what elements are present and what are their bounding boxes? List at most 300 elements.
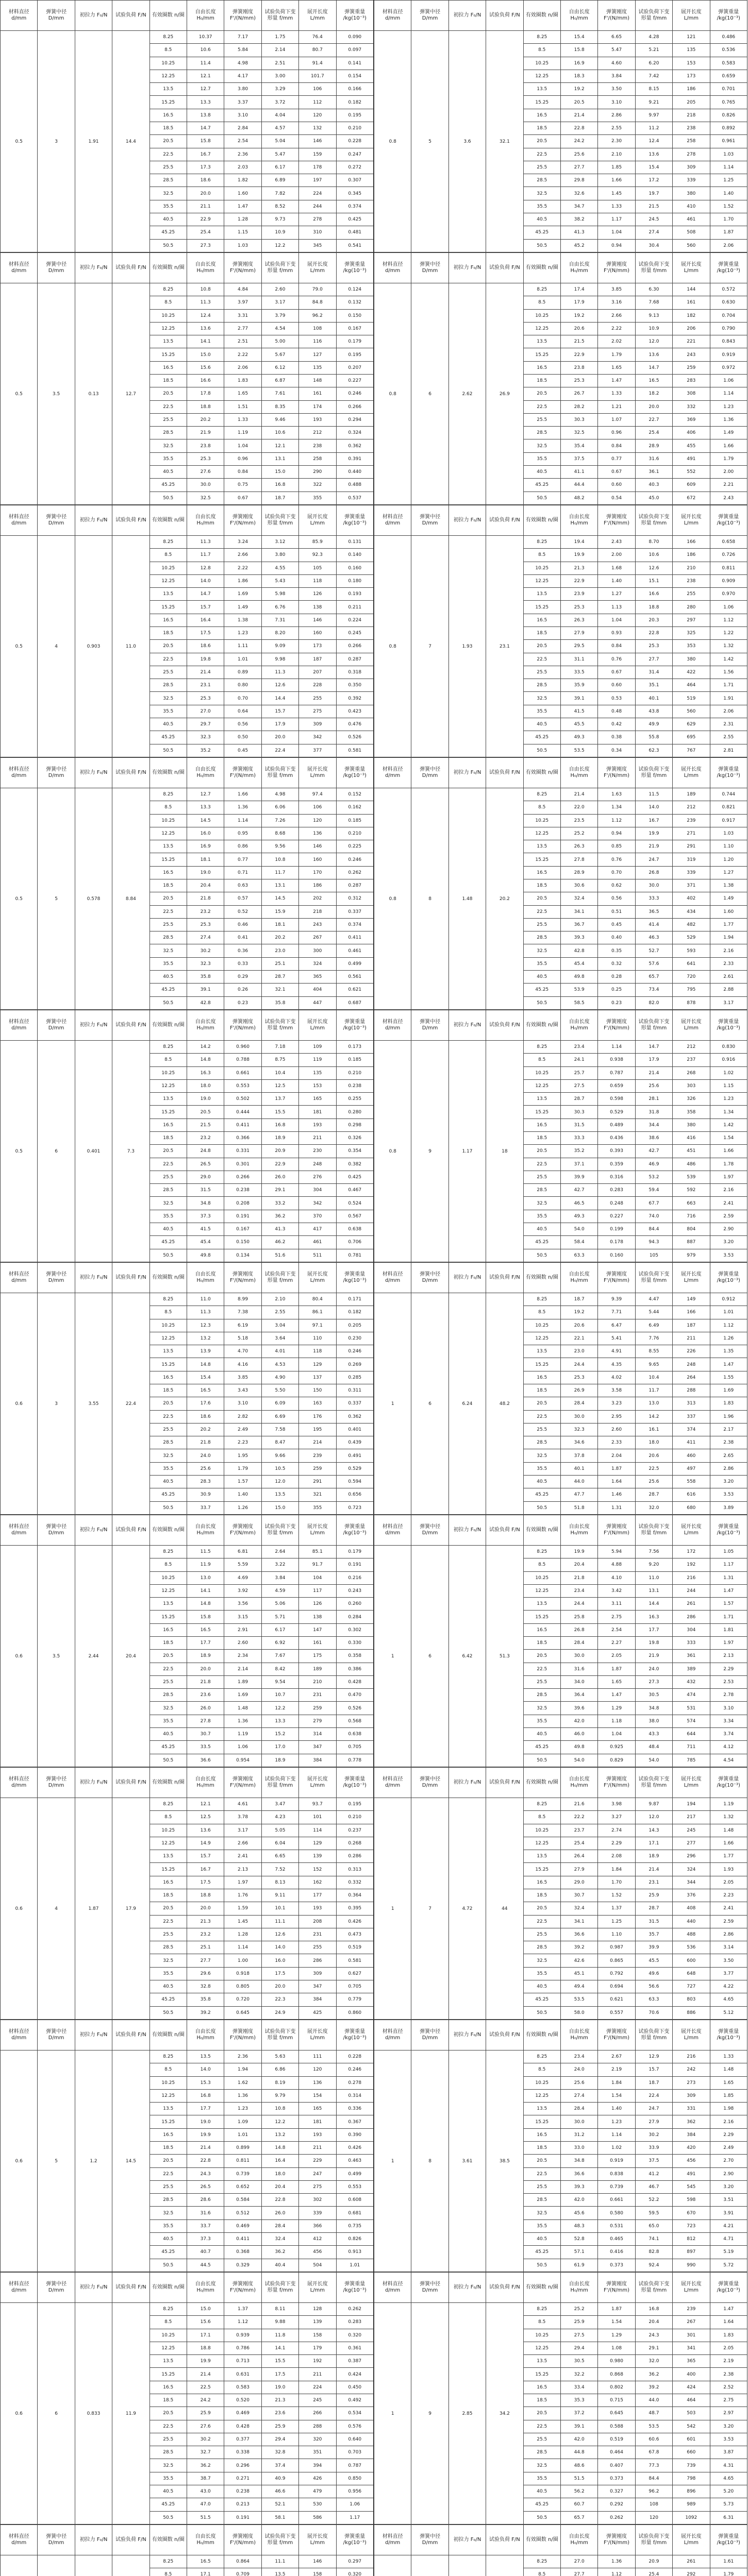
table-cell: 486 — [673, 1158, 710, 1171]
table-cell: 16.6 — [187, 374, 224, 387]
table-cell: 5.98 — [261, 588, 298, 601]
table-cell: 8.75 — [261, 1054, 298, 1066]
table-row — [374, 2555, 747, 2568]
table-cell: 0.284 — [336, 1611, 373, 1623]
table-cell: 28.5 — [149, 2194, 187, 2207]
table-cell: 21.4 — [560, 788, 597, 801]
table-cell: 30.3 — [560, 1106, 597, 1118]
table-cell: 8.5 — [523, 1811, 560, 1824]
table-cell: 26.5 — [187, 2180, 224, 2193]
table-cell: 593 — [673, 944, 710, 957]
column-header: 展开长度 L/mm — [299, 505, 336, 536]
table-cell: 1.40 — [224, 1488, 261, 1501]
table-cell: 18.5 — [523, 879, 560, 892]
table-cell: 0.70 — [224, 692, 261, 705]
table-cell: 16.7 — [187, 1863, 224, 1876]
column-header: 弹簧重量 /kg(10⁻³) — [336, 2273, 373, 2303]
param-f0: 2.44 — [75, 1546, 112, 1767]
table-cell: 355 — [299, 492, 336, 505]
table-cell: 17.5 — [261, 1967, 298, 1980]
param-d: 1 — [374, 1798, 411, 2020]
table-cell: 3.50 — [598, 83, 635, 96]
table-cell: 0.489 — [598, 1118, 635, 1131]
table-cell: 0.765 — [710, 96, 747, 109]
table-cell: 13.5 — [261, 1488, 298, 1501]
table-cell: 126 — [299, 588, 336, 601]
table-cell: 695 — [673, 731, 710, 744]
table-cell: 10.25 — [523, 1319, 560, 1332]
table-cell: 1.97 — [710, 1636, 747, 1649]
table-cell: 24.7 — [635, 2103, 672, 2115]
table-cell: 1.19 — [224, 1727, 261, 1740]
table-cell: 1.07 — [598, 413, 635, 426]
table-cell: 18.5 — [523, 1384, 560, 1397]
header-row — [1, 2273, 374, 2303]
table-cell: 45.25 — [149, 2498, 187, 2511]
spec-section — [0, 757, 748, 1010]
table-cell: 14.8 — [261, 2141, 298, 2154]
table-cell: 244 — [673, 1584, 710, 1597]
table-cell: 4.84 — [224, 283, 261, 296]
table-cell: 5.72 — [710, 2259, 747, 2272]
param-d: 1 — [374, 1546, 411, 1767]
table-cell: 18.8 — [187, 400, 224, 413]
table-cell: 16.5 — [149, 1623, 187, 1636]
column-header: 初拉力 F₀/N — [448, 1263, 486, 1293]
spec-table — [374, 2524, 747, 2576]
table-cell: 37.5 — [635, 2155, 672, 2167]
table-cell: 22.5 — [523, 2167, 560, 2180]
table-cell: 0.327 — [598, 2485, 635, 2498]
table-cell: 22.2 — [560, 1811, 597, 1824]
table-cell: 1.37 — [598, 1902, 635, 1915]
column-header: 材料直径 d/mm — [374, 253, 411, 283]
table-cell: 22.1 — [560, 1332, 597, 1345]
table-cell: 14.9 — [187, 1837, 224, 1850]
table-cell: 24.8 — [187, 1145, 224, 1158]
param-d: 0.6 — [1, 2303, 38, 2524]
table-cell: 2.78 — [710, 1689, 747, 1702]
table-cell: 165 — [299, 1093, 336, 1106]
table-cell: 1.13 — [598, 601, 635, 614]
column-header: 弹簧重量 /kg(10⁻³) — [710, 1, 747, 31]
table-cell: 32.3 — [187, 957, 224, 970]
table-cell: 82.0 — [635, 996, 672, 1010]
table-cell: 0.450 — [336, 2381, 373, 2394]
table-cell: 1.64 — [710, 2316, 747, 2329]
table-cell: 0.705 — [336, 1741, 373, 1754]
table-cell: 210 — [299, 1675, 336, 1688]
table-cell: 324 — [299, 957, 336, 970]
table-cell: 41.3 — [560, 226, 597, 239]
column-header: 有效圈数 n/圈 — [523, 2525, 560, 2555]
table-cell: 1.08 — [598, 2342, 635, 2354]
table-cell: 261 — [673, 1598, 710, 1611]
table-cell: 25.5 — [523, 1423, 560, 1436]
column-header: 弹簧重量 /kg(10⁻³) — [710, 2020, 747, 2050]
table-cell: 37.3 — [187, 1210, 224, 1223]
table-cell: 18.5 — [523, 2394, 560, 2406]
table-cell: 22.5 — [149, 400, 187, 413]
table-cell: 0.182 — [336, 1306, 373, 1319]
table-cell: 28.5 — [523, 1941, 560, 1954]
table-cell: 20.0 — [187, 1902, 224, 1915]
table-cell: 159 — [299, 148, 336, 161]
table-cell: 11.0 — [187, 1293, 224, 1306]
table-cell: 45.1 — [560, 1967, 597, 1980]
table-cell: 11.5 — [187, 1546, 224, 1558]
table-cell: 11.7 — [261, 866, 298, 879]
header-row — [374, 1768, 747, 1798]
table-cell: 24.7 — [635, 853, 672, 866]
table-cell: 27.3 — [635, 1675, 672, 1688]
table-cell: 17.7 — [187, 2103, 224, 2115]
table-cell: 0.96 — [598, 427, 635, 439]
table-cell: 0.337 — [336, 1397, 373, 1410]
table-cell: 259 — [299, 1702, 336, 1715]
table-cell: 296 — [673, 1850, 710, 1863]
table-cell: 146 — [299, 840, 336, 853]
table-cell: 38.7 — [187, 2472, 224, 2485]
header-row — [374, 253, 747, 283]
table-cell: 24.3 — [635, 2329, 672, 2342]
table-cell: 179 — [299, 2342, 336, 2354]
table-cell: 1.34 — [598, 801, 635, 814]
table-cell: 35.4 — [560, 439, 597, 452]
table-cell: 574 — [673, 1715, 710, 1727]
param-f: 44 — [486, 1798, 523, 2020]
table-cell: 1.52 — [710, 200, 747, 213]
table-cell: 20.5 — [523, 2155, 560, 2167]
table-cell: 1.03 — [710, 827, 747, 840]
table-row — [1, 536, 374, 549]
table-cell: 1.18 — [598, 1715, 635, 1727]
table-cell: 12.1 — [187, 1798, 224, 1811]
table-cell: 32.6 — [560, 187, 597, 200]
table-cell: 261 — [673, 2555, 710, 2568]
table-cell: 267 — [673, 2316, 710, 2329]
table-cell: 29.7 — [187, 718, 224, 731]
table-cell: 0.581 — [336, 1954, 373, 1967]
column-header: 弹簧重量 /kg(10⁻³) — [710, 1263, 747, 1293]
table-cell: 2.00 — [710, 465, 747, 478]
table-cell: 120 — [299, 814, 336, 827]
table-cell: 380 — [673, 1118, 710, 1131]
column-header: 自由长度 H₀/mm — [560, 2525, 597, 2555]
table-cell: 25.5 — [523, 666, 560, 679]
table-cell: 723 — [673, 2219, 710, 2232]
column-header: 展开长度 L/mm — [299, 2525, 336, 2555]
table-cell: 331 — [673, 2103, 710, 2115]
table-cell: 12.25 — [523, 322, 560, 335]
table-cell: 0.726 — [710, 549, 747, 562]
table-cell: 1.36 — [224, 2089, 261, 2102]
column-header: 试验负荷 F/N — [112, 1, 149, 31]
table-cell: 0.567 — [336, 1210, 373, 1223]
table-cell: 0.332 — [336, 1876, 373, 1889]
param-f0: 3.55 — [75, 1293, 112, 1515]
param-f0 — [75, 2555, 112, 2576]
table-cell: 7.56 — [635, 1546, 672, 1558]
column-header: 试验负荷下变形量 f/mm — [635, 1768, 672, 1798]
column-header: 展开长度 L/mm — [673, 758, 710, 788]
table-cell: 27.9 — [635, 2115, 672, 2128]
table-cell: 1.66 — [710, 1145, 747, 1158]
spec-table-right — [374, 2272, 747, 2524]
table-cell: 8.5 — [149, 44, 187, 57]
table-cell: 27.4 — [187, 931, 224, 944]
table-cell: 0.826 — [710, 109, 747, 122]
table-cell: 616 — [673, 1488, 710, 1501]
table-cell: 3.04 — [261, 1319, 298, 1332]
table-cell: 0.390 — [336, 2128, 373, 2141]
table-cell: 43.3 — [635, 1727, 672, 1740]
table-cell: 152 — [299, 1863, 336, 1876]
table-cell: 51.6 — [261, 1249, 298, 1262]
table-cell: 0.26 — [224, 984, 261, 996]
table-cell: 13.5 — [149, 2103, 187, 2115]
table-cell: 12.8 — [187, 562, 224, 574]
table-cell: 45.25 — [523, 2498, 560, 2511]
table-cell: 1.76 — [224, 1889, 261, 1902]
table-cell: 13.7 — [261, 1093, 298, 1106]
column-header: 试验负荷下变形量 f/mm — [261, 1515, 298, 1546]
table-cell: 0.67 — [598, 666, 635, 679]
table-cell: 0.210 — [336, 1066, 373, 1079]
table-cell: 0.918 — [224, 1967, 261, 1980]
table-cell: 12.0 — [261, 1475, 298, 1488]
table-cell: 25.3 — [560, 374, 597, 387]
column-header: 弹簧中径 D/mm — [38, 1263, 75, 1293]
table-cell: 1.70 — [710, 213, 747, 226]
table-cell: 84.8 — [299, 296, 336, 309]
table-cell: 0.645 — [224, 2006, 261, 2020]
table-cell: 245 — [299, 2394, 336, 2406]
table-cell: 32.5 — [523, 692, 560, 705]
table-cell: 15.0 — [187, 2303, 224, 2316]
column-header: 有效圈数 n/圈 — [523, 1010, 560, 1041]
table-cell: 38.0 — [635, 1715, 672, 1727]
table-cell: 20.4 — [635, 2316, 672, 2329]
table-cell: 23.2 — [187, 1131, 224, 1144]
table-cell: 264 — [673, 1371, 710, 1384]
table-cell: 53.5 — [635, 2420, 672, 2433]
table-cell: 2.21 — [710, 479, 747, 492]
table-cell: 146 — [299, 135, 336, 148]
table-cell: 11.3 — [187, 296, 224, 309]
table-cell: 217 — [673, 1811, 710, 1824]
column-header: 试验负荷 F/N — [486, 2020, 523, 2050]
column-header: 弹簧中径 D/mm — [411, 1263, 448, 1293]
table-cell: 1.22 — [710, 626, 747, 639]
column-header: 材料直径 d/mm — [374, 2273, 411, 2303]
table-cell: 30.0 — [635, 879, 672, 892]
table-cell: 0.182 — [336, 96, 373, 109]
table-cell: 0.301 — [224, 1158, 261, 1171]
table-cell: 32.5 — [523, 2207, 560, 2219]
table-cell: 1.62 — [224, 2076, 261, 2089]
table-cell: 7.52 — [261, 1863, 298, 1876]
table-cell: 8.13 — [261, 1876, 298, 1889]
table-cell: 10.8 — [261, 2103, 298, 2115]
table-cell: 39.9 — [635, 1941, 672, 1954]
table-cell: 20.2 — [187, 413, 224, 426]
table-cell: 6.04 — [261, 1837, 298, 1850]
table-cell: 31.6 — [187, 2207, 224, 2219]
table-cell: 96.2 — [299, 309, 336, 322]
table-cell: 10.25 — [523, 1571, 560, 1584]
table-cell: 212 — [673, 801, 710, 814]
table-row — [374, 1798, 747, 1811]
table-cell: 342 — [299, 1197, 336, 1210]
table-cell: 20.6 — [560, 322, 597, 335]
table-cell: 50.5 — [149, 1754, 187, 1767]
table-cell: 0.537 — [336, 492, 373, 505]
table-cell: 0.40 — [598, 931, 635, 944]
table-cell: 54.0 — [560, 1754, 597, 1767]
table-cell: 27.6 — [187, 2420, 224, 2433]
table-cell: 21.9 — [635, 840, 672, 853]
column-header: 弹簧刚度 F'/(N/mm) — [224, 1515, 261, 1546]
table-cell: 10.25 — [523, 1824, 560, 1837]
table-cell: 8.5 — [149, 2316, 187, 2329]
table-cell: 1.98 — [710, 2103, 747, 2115]
table-cell: 1.47 — [224, 200, 261, 213]
table-cell: 1.06 — [710, 374, 747, 387]
table-cell: 7.71 — [598, 1306, 635, 1319]
table-cell: 2.43 — [598, 536, 635, 549]
table-cell: 20.5 — [523, 1397, 560, 1410]
table-cell: 40.5 — [523, 2232, 560, 2245]
table-cell: 40.5 — [523, 1223, 560, 1235]
table-cell: 14.5 — [261, 892, 298, 905]
table-cell: 104 — [299, 1571, 336, 1584]
table-cell: 29.6 — [187, 1967, 224, 1980]
table-cell: 2.59 — [710, 1915, 747, 1928]
table-cell: 3.98 — [598, 1798, 635, 1811]
table-cell: 0.160 — [336, 562, 373, 574]
table-cell: 0.529 — [598, 1106, 635, 1118]
table-cell: 7.26 — [261, 814, 298, 827]
table-cell: 16.4 — [187, 614, 224, 626]
column-header: 试验负荷 F/N — [486, 2525, 523, 2555]
table-cell: 20.0 — [635, 400, 672, 413]
table-cell: 27.7 — [560, 161, 597, 174]
table-cell: 40.5 — [149, 2232, 187, 2245]
column-divider — [373, 252, 374, 505]
table-cell: 4.17 — [224, 70, 261, 82]
table-cell: 0.56 — [598, 892, 635, 905]
table-cell: 211 — [299, 2141, 336, 2154]
table-cell: 310 — [299, 226, 336, 239]
table-cell: 1.79 — [224, 1462, 261, 1475]
table-cell: 402 — [673, 892, 710, 905]
table-cell: 0.132 — [336, 296, 373, 309]
table-cell: 8.25 — [523, 536, 560, 549]
table-cell: 10.25 — [523, 309, 560, 322]
table-cell: 456 — [299, 2246, 336, 2259]
table-cell: 304 — [673, 1623, 710, 1636]
table-cell: 20.3 — [635, 614, 672, 626]
table-cell: 12.3 — [187, 1319, 224, 1332]
table-cell: 0.830 — [710, 1041, 747, 1054]
table-cell: 2.88 — [710, 984, 747, 996]
table-cell: 40.9 — [261, 2472, 298, 2485]
param-d: 0.5 — [1, 1041, 38, 1262]
table-cell: 10.25 — [523, 562, 560, 574]
column-header: 有效圈数 n/圈 — [149, 1, 187, 31]
column-header: 展开长度 L/mm — [673, 505, 710, 536]
column-header: 弹簧刚度 F'/(N/mm) — [224, 2020, 261, 2050]
column-divider — [373, 757, 374, 1010]
table-cell: 45.25 — [523, 226, 560, 239]
table-cell: 0.912 — [710, 1293, 747, 1306]
table-cell: 21.6 — [560, 1798, 597, 1811]
table-cell: 22.5 — [523, 148, 560, 161]
table-cell: 0.428 — [336, 1675, 373, 1688]
table-cell: 434 — [673, 905, 710, 918]
table-cell: 136 — [299, 827, 336, 840]
table-row — [1, 2555, 374, 2568]
table-cell: 3.80 — [224, 83, 261, 96]
table-cell: 32.5 — [523, 1954, 560, 1967]
table-cell: 29.5 — [560, 640, 597, 653]
table-cell: 35.5 — [149, 2472, 187, 2485]
table-cell: 202 — [299, 892, 336, 905]
table-cell: 277 — [673, 1837, 710, 1850]
table-cell: 0.354 — [336, 1145, 373, 1158]
table-cell: 3.20 — [710, 2420, 747, 2433]
table-cell: 0.38 — [598, 731, 635, 744]
table-cell: 8.25 — [523, 2050, 560, 2063]
param-f: 11.0 — [112, 536, 149, 757]
column-header: 弹簧中径 D/mm — [38, 1768, 75, 1798]
table-cell: 8.5 — [149, 801, 187, 814]
table-cell: 61.9 — [560, 2259, 597, 2272]
table-cell: 28.5 — [523, 174, 560, 187]
table-cell: 2.04 — [598, 1449, 635, 1462]
table-cell: 0.280 — [336, 1106, 373, 1118]
table-cell: 32.2 — [560, 2368, 597, 2381]
table-cell: 1.77 — [710, 918, 747, 931]
table-cell: 1.25 — [710, 174, 747, 187]
table-cell: 19.0 — [187, 2115, 224, 2128]
table-cell: 8.55 — [635, 1345, 672, 1358]
table-cell: 22.5 — [523, 2420, 560, 2433]
table-cell: 2.86 — [598, 109, 635, 122]
table-cell: 12.0 — [635, 1811, 672, 1824]
table-cell: 0.41 — [224, 931, 261, 944]
table-cell: 10.9 — [261, 226, 298, 239]
table-cell: 20.5 — [187, 1106, 224, 1118]
table-cell: 14.7 — [635, 1041, 672, 1054]
table-cell: 1.69 — [710, 1384, 747, 1397]
table-cell: 45.25 — [523, 1993, 560, 2006]
table-cell: 1.15 — [710, 1079, 747, 1092]
table-cell: 8.25 — [149, 31, 187, 44]
table-cell: 1.15 — [224, 226, 261, 239]
table-cell: 40.7 — [187, 2246, 224, 2259]
table-cell: 28.5 — [523, 1184, 560, 1197]
column-header: 材料直径 d/mm — [374, 1768, 411, 1798]
table-cell: 15.25 — [149, 2368, 187, 2381]
table-cell: 20.5 — [523, 2407, 560, 2420]
table-cell: 21.5 — [187, 1118, 224, 1131]
column-header: 弹簧中径 D/mm — [38, 2525, 75, 2555]
table-cell: 2.60 — [261, 283, 298, 296]
table-cell: 212 — [673, 1041, 710, 1054]
table-cell: 2.61 — [710, 970, 747, 983]
